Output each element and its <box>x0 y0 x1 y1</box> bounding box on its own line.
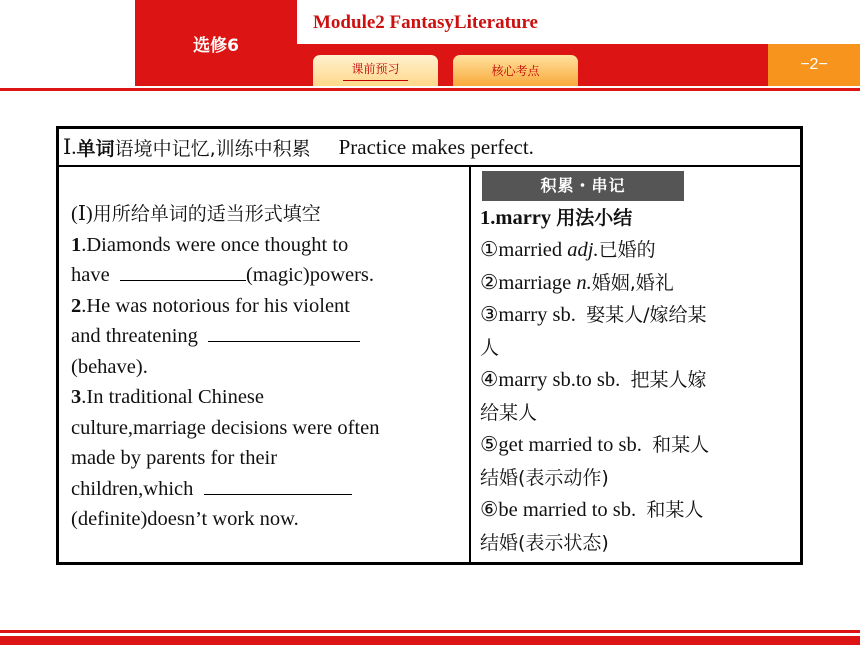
question-2-line-2: and threatening <box>71 321 463 352</box>
note-item-6: ⑥be married to sb. 和某人 <box>480 499 704 521</box>
accumulate-tag: 积累・串记 <box>482 171 684 201</box>
note-item-6-cont: 结婚(表示状态) <box>480 531 609 554</box>
title-prefix: Ⅰ. <box>63 134 77 159</box>
instruction: (Ⅰ)用所给单词的适当形式填空 <box>71 203 321 225</box>
title-bold: 单词 <box>76 137 115 160</box>
note-item-1: ①married adj.已婚的 <box>480 239 656 261</box>
note-item-3-cont: 人 <box>480 336 500 359</box>
header-divider <box>0 88 860 91</box>
note-item-4-cont: 给某人 <box>480 401 538 424</box>
question-2-line-1: 2.He was notorious for his violent <box>71 294 350 317</box>
note-item-4: ④marry sb.to sb. 把某人嫁 <box>480 369 707 391</box>
note-item-3: ③marry sb. 娶某人/嫁给某 <box>480 304 707 326</box>
answer-blank-3[interactable] <box>204 477 352 495</box>
question-3-line-3: made by parents for their <box>71 447 278 469</box>
page-number: −2− <box>768 44 860 86</box>
header-blank <box>0 0 135 88</box>
title-cn: 语境中记忆,训练中积累 <box>114 137 311 160</box>
notes-column <box>480 169 800 559</box>
tab-core-points-label: 核心考点 <box>491 64 540 78</box>
tab-preview-label: 课前预习 <box>343 60 407 81</box>
answer-blank-1[interactable] <box>120 263 246 281</box>
question-3-line-2: culture,marriage decisions were often <box>71 416 380 439</box>
footer-bar <box>0 636 860 645</box>
notes-heading: 1.marry 用法小结 <box>480 206 633 229</box>
note-item-5-cont: 结婚(表示动作) <box>480 466 609 489</box>
page-title: Module2 FantasyLiterature <box>313 12 538 33</box>
tab-core-points[interactable] <box>453 55 578 86</box>
answer-blank-2[interactable] <box>208 324 360 342</box>
question-3-line-4: children,which <box>71 474 463 505</box>
module-badge: 选修6 <box>135 0 297 86</box>
table-title <box>59 129 800 167</box>
tab-preview[interactable] <box>313 55 438 86</box>
column-divider <box>469 167 471 562</box>
question-3-line-1: 3.In traditional Chinese <box>71 386 264 408</box>
question-1-line-1: 1.Diamonds were once thought to <box>71 233 349 256</box>
title-en: Practice makes perfect. <box>338 134 534 159</box>
footer-divider <box>0 630 860 633</box>
question-2-line-3: (behave). <box>71 355 148 378</box>
vocab-table <box>56 126 803 565</box>
note-item-2: ②marriage n.婚姻,婚礼 <box>480 271 674 294</box>
question-1-line-2: have (magic)powers. <box>71 264 375 286</box>
exercise-column <box>71 199 463 535</box>
question-3-line-5: (definite)doesn’t work now. <box>71 508 299 530</box>
note-item-5: ⑤get married to sb. 和某人 <box>480 434 710 456</box>
